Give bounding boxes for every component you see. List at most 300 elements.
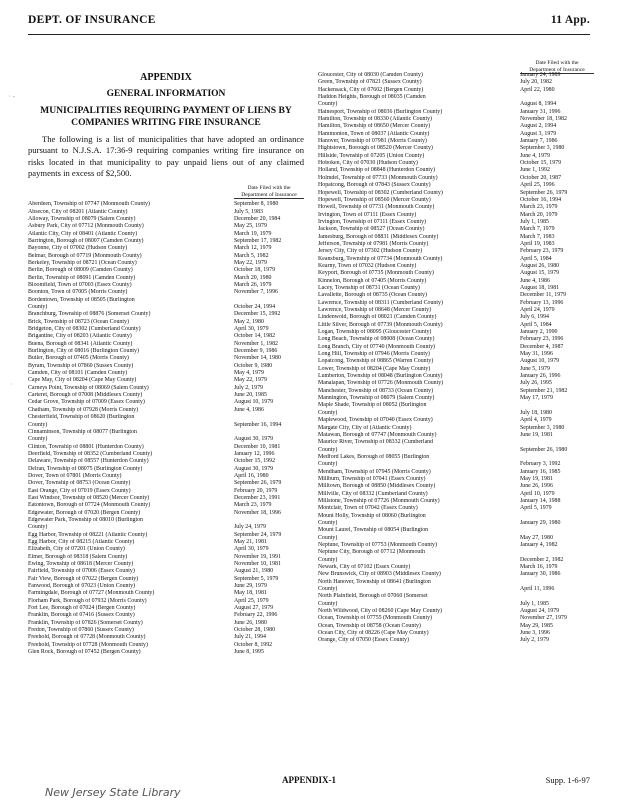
municipality-row xyxy=(318,336,594,343)
municipality-name: County) xyxy=(28,436,48,443)
municipality-name: Lacey, Township of 08731 (Ocean County) xyxy=(318,284,420,291)
left-column xyxy=(28,72,304,657)
municipality-row xyxy=(318,535,594,542)
date-filed: November 10, 1981 xyxy=(234,561,281,568)
municipality-row xyxy=(318,94,594,101)
page-header xyxy=(28,14,590,35)
municipality-row xyxy=(318,505,594,512)
municipality-name: Clinton, Township of 08801 (Hunterdon County) xyxy=(28,443,144,450)
municipality-row xyxy=(318,248,594,255)
municipality-name: Cedar Grove, Township of 07009 (Essex County) xyxy=(28,399,145,406)
library-stamp: New Jersey State Library xyxy=(45,786,181,799)
municipality-row xyxy=(28,532,304,539)
municipality-row xyxy=(28,385,304,392)
date-filed: August 24, 1979 xyxy=(520,608,560,615)
date-filed: December 20, 1984 xyxy=(234,215,281,222)
date-filed: October 15, 1979 xyxy=(520,160,562,167)
municipality-row xyxy=(28,517,304,524)
municipality-name: Lopatcong, Township of 08865 (Warren County) xyxy=(318,358,434,365)
municipality-name: Mount Holly, Township of 08060 (Burlington xyxy=(318,512,426,519)
municipality-row xyxy=(318,256,594,263)
date-filed: April 30, 1979 xyxy=(234,326,269,333)
date-filed: July 5, 1983 xyxy=(234,208,263,215)
municipality-row xyxy=(318,292,594,299)
municipality-name: Jefferson, Township of 07981 (Morris County) xyxy=(318,240,429,247)
scan-mark: · xyxy=(10,380,13,389)
municipality-name: Aberdeen, Township of 07747 (Monmouth County) xyxy=(28,201,150,208)
municipality-name: Hightstown, Borough of 08520 (Mercer County) xyxy=(318,145,433,152)
date-filed xyxy=(520,549,594,556)
municipality-name: Ocean City, City of 08226 (Cape May County) xyxy=(318,630,429,637)
municipality-row xyxy=(28,414,304,421)
municipality-name: Hainesport, Township of 08036 (Burlington County) xyxy=(318,108,443,115)
municipality-row xyxy=(318,314,594,321)
date-filed: May 27, 1980 xyxy=(520,534,553,541)
date-filed: September 26, 1979 xyxy=(234,480,282,487)
municipality-row xyxy=(28,223,304,230)
municipality-row xyxy=(318,234,594,241)
municipality-name: Asbury Park, City of 07712 (Monmouth County) xyxy=(28,223,144,230)
municipality-row xyxy=(28,590,304,597)
date-header-line1: Date Filed with the xyxy=(247,185,291,192)
municipality-row xyxy=(318,329,594,336)
municipality-row xyxy=(28,348,304,355)
footer-center: APPENDIX-1 xyxy=(282,775,336,785)
municipality-row xyxy=(28,444,304,451)
municipality-row xyxy=(28,216,304,223)
date-filed: July 26, 1995 xyxy=(520,380,552,387)
municipality-row xyxy=(318,123,594,130)
municipality-row xyxy=(28,510,304,517)
date-filed: December 15, 1992 xyxy=(234,311,281,318)
date-filed: April 19, 1983 xyxy=(520,240,555,247)
municipality-name: Jersey City, City of 07302 (Hudson County) xyxy=(318,248,423,255)
municipality-row xyxy=(28,649,304,656)
date-header-line2: Department of Insurance xyxy=(234,192,304,200)
municipality-row xyxy=(28,634,304,641)
municipality-row xyxy=(318,432,594,439)
municipality-name: Lawrence, Township of 08311 (Cumberland County) xyxy=(318,299,443,306)
municipality-name: County) xyxy=(318,446,338,453)
municipality-name: Byram, Township of 07860 (Sussex County) xyxy=(28,362,134,369)
municipality-row xyxy=(318,476,594,483)
municipality-row xyxy=(318,190,594,197)
municipality-row xyxy=(28,407,304,414)
municipality-name: Hillside, Township of 07205 (Union County) xyxy=(318,152,425,159)
municipality-row xyxy=(28,282,304,289)
municipality-name: Dover, Town of 07801 (Morris County) xyxy=(28,472,122,479)
municipality-name: Buena, Borough of 08341 (Atlantic County) xyxy=(28,340,133,347)
municipality-row xyxy=(318,322,594,329)
municipality-row xyxy=(28,598,304,605)
municipality-row xyxy=(318,520,594,527)
municipality-row xyxy=(28,201,304,208)
date-filed xyxy=(520,402,594,409)
municipality-row xyxy=(318,87,594,94)
municipality-name: North Plainfield, Borough of 07060 (Somerset xyxy=(318,593,428,600)
date-filed: March 7, 1979 xyxy=(520,226,555,233)
municipality-name: Hackensack, City of 07602 (Bergen County) xyxy=(318,86,424,93)
municipality-name: Hopewell, Township of 08560 (Mercer County) xyxy=(318,196,431,203)
municipality-name: Long Beach, Township of 08008 (Ocean County) xyxy=(318,336,435,343)
date-filed: September 5, 1979 xyxy=(234,575,279,582)
date-filed: September 8, 1980 xyxy=(234,201,279,208)
municipality-row xyxy=(318,358,594,365)
municipality-row xyxy=(318,402,594,409)
municipality-name: Edgewater, Borough of 07020 (Bergen County) xyxy=(28,509,141,516)
municipality-row xyxy=(28,502,304,509)
municipality-name: Bridgeton, City of 08302 (Cumberland County) xyxy=(28,326,141,333)
municipality-row xyxy=(318,226,594,233)
date-filed: August 21, 1980 xyxy=(234,568,274,575)
municipality-row xyxy=(318,145,594,152)
municipality-name: Irvington, Town of 07111 (Essex County) xyxy=(318,211,417,218)
municipality-row xyxy=(318,153,594,160)
date-filed: June 29, 1979 xyxy=(234,583,267,590)
municipality-row xyxy=(318,388,594,395)
municipality-row xyxy=(318,101,594,108)
municipality-name: Fort Lee, Borough of 07024 (Bergen County) xyxy=(28,605,136,612)
municipality-row xyxy=(318,447,594,454)
date-filed xyxy=(234,429,304,436)
date-filed: September 16, 1994 xyxy=(234,421,282,428)
municipality-name: Absecon, City of 08201 (Atlantic County) xyxy=(28,208,128,215)
municipality-row xyxy=(28,260,304,267)
municipality-name: Manchester, Township of 08733 (Ocean County) xyxy=(318,387,434,394)
date-filed: February 23, 1979 xyxy=(520,248,564,255)
date-filed: March 20, 1979 xyxy=(520,211,558,218)
date-filed: August 18, 1981 xyxy=(520,284,560,291)
date-filed: November 19, 1991 xyxy=(234,553,281,560)
date-filed: October 16, 1994 xyxy=(520,196,562,203)
municipality-row xyxy=(318,469,594,476)
municipality-name: Howell, Township of 07731 (Monmouth County) xyxy=(318,204,435,211)
date-filed: March 5, 1982 xyxy=(234,252,269,259)
date-filed: January 16, 1985 xyxy=(520,468,561,475)
municipality-name: Matawan, Borough of 07747 (Monmouth County) xyxy=(318,431,437,438)
municipality-name: Holmdel, Township of 07733 (Monmouth County) xyxy=(318,174,438,181)
municipality-name: Burlington, City of 08016 (Burlington County) xyxy=(28,348,139,355)
municipality-name: Cape May, City of 08204 (Cape May County) xyxy=(28,377,137,384)
municipality-row xyxy=(318,79,594,86)
date-filed: June 26, 1980 xyxy=(234,619,267,626)
municipality-row xyxy=(318,138,594,145)
municipality-name: Maple Shade, Township of 08052 (Burlington xyxy=(318,402,427,409)
municipality-row xyxy=(28,311,304,318)
date-filed: March 7, 1983 xyxy=(520,233,555,240)
date-filed: October 8, 1992 xyxy=(234,641,273,648)
municipality-name: Franklin, Borough of 07416 (Sussex County) xyxy=(28,612,135,619)
date-filed: May 21, 1981 xyxy=(234,539,267,545)
municipality-name: County) xyxy=(28,421,48,428)
municipality-row xyxy=(28,620,304,627)
municipality-row xyxy=(318,601,594,608)
date-filed: June 4, 1979 xyxy=(520,152,550,159)
municipality-row xyxy=(318,373,594,380)
date-filed: January 24, 1989 xyxy=(520,72,561,78)
municipality-name: Brigantine, City of 08203 (Atlantic County) xyxy=(28,333,132,340)
municipality-name: Long Branch, City of 07740 (Monmouth County) xyxy=(318,343,435,350)
date-filed: November 18, 1996 xyxy=(234,509,281,516)
municipality-name: Cinnaminson, Township of 08077 (Burlington xyxy=(28,428,137,435)
date-filed xyxy=(520,513,594,520)
municipality-name: Farmingdale, Borough of 07727 (Monmouth County) xyxy=(28,590,155,597)
municipality-name: Milltown, Borough of 08850 (Middlesex County) xyxy=(318,483,436,490)
date-filed: August 27, 1979 xyxy=(234,605,274,612)
municipality-name: Green, Township of 07821 (Sussex County) xyxy=(318,79,422,86)
municipality-row xyxy=(28,289,304,296)
date-filed xyxy=(520,454,594,461)
date-filed xyxy=(234,414,304,421)
date-filed: June 4, 1986 xyxy=(520,277,550,284)
municipality-row xyxy=(28,539,304,546)
municipality-name: County) xyxy=(28,304,48,310)
municipality-name: Elizabeth, City of 07201 (Union County) xyxy=(28,546,125,553)
municipality-row xyxy=(318,219,594,226)
date-filed: January 14, 1988 xyxy=(520,497,561,504)
municipality-name: North Wildwood, City of 08260 (Cape May County) xyxy=(318,608,443,615)
municipality-row xyxy=(318,637,594,644)
date-filed: August 30, 1979 xyxy=(234,465,274,472)
municipality-row xyxy=(28,304,304,311)
municipality-name: Edgewater Park, Township of 08010 (Burlington xyxy=(28,516,143,523)
municipality-name: Elmer, Borough of 08318 (Salem County) xyxy=(28,553,128,560)
appendix-heading: APPENDIX xyxy=(140,72,192,83)
municipality-row xyxy=(28,363,304,370)
municipality-name: Egg Harbor, City of 08215 (Atlantic County) xyxy=(28,539,135,545)
right-column xyxy=(318,72,594,645)
municipality-name: Kinnelon, Borough of 07405 (Morris County) xyxy=(318,277,427,284)
date-filed: May 31, 1996 xyxy=(520,351,553,358)
municipality-row xyxy=(318,498,594,505)
municipality-row xyxy=(318,351,594,358)
municipality-row xyxy=(28,605,304,612)
date-filed: April 22, 1980 xyxy=(520,86,555,93)
date-filed: November 18, 1982 xyxy=(520,116,567,123)
municipality-row xyxy=(28,561,304,568)
municipality-row xyxy=(318,366,594,373)
municipality-name: Jamesburg, Borough of 08831 (Middlesex County) xyxy=(318,233,439,240)
date-filed: April 5, 1984 xyxy=(520,255,552,262)
municipality-row xyxy=(28,253,304,260)
municipality-name: Haddon Heights, Borough of 08035 (Camden xyxy=(318,94,426,101)
date-filed: April 4, 1979 xyxy=(520,417,552,424)
municipality-row xyxy=(318,263,594,270)
date-filed: September 17, 1982 xyxy=(234,237,282,244)
municipality-name: Hopatcong, Borough of 07843 (Sussex County) xyxy=(318,182,431,189)
date-filed: January 2, 1990 xyxy=(520,329,558,336)
municipality-name: Ocean, Township of 08758 (Ocean County) xyxy=(318,622,421,629)
municipality-row xyxy=(318,380,594,387)
municipality-row xyxy=(28,546,304,553)
municipality-name: Butler, Borough of 07405 (Morris County) xyxy=(28,355,129,362)
date-filed: April 16, 1980 xyxy=(234,472,269,479)
date-filed: September 26, 1979 xyxy=(520,189,568,196)
date-filed: August 26, 1980 xyxy=(520,262,560,269)
date-filed: July 1, 1985 xyxy=(520,218,549,225)
municipality-row xyxy=(28,627,304,634)
municipality-row xyxy=(318,491,594,498)
date-filed: January 29, 1980 xyxy=(520,519,561,526)
municipality-name: Jackson, Township of 08527 (Ocean County) xyxy=(318,226,425,233)
date-filed: November 27, 1979 xyxy=(520,615,567,622)
municipality-name: Bordentown, Township of 08505 (Burlington xyxy=(28,296,135,303)
municipality-row xyxy=(318,175,594,182)
date-filed: December 23, 1991 xyxy=(234,494,281,501)
municipality-name: Freehold, Borough of 07728 (Monmouth County) xyxy=(28,634,146,641)
date-filed: September 24, 1979 xyxy=(234,531,282,538)
date-filed: March 26, 1979 xyxy=(234,281,272,288)
municipality-name: Camden, City of 08101 (Camden County) xyxy=(28,370,128,377)
municipality-row xyxy=(28,436,304,443)
municipality-name: Egg Harbor, Township of 08221 (Atlantic County) xyxy=(28,531,148,538)
header-right: 11 App. xyxy=(550,14,590,26)
municipality-list-left xyxy=(28,201,304,656)
date-header-line2: Department of Insurance xyxy=(520,67,594,75)
header-left: DEPT. OF INSURANCE xyxy=(28,14,156,26)
municipality-row xyxy=(28,326,304,333)
municipality-row xyxy=(28,422,304,429)
date-filed: March 19, 1979 xyxy=(234,230,272,237)
municipality-name: Berkeley, Township of 08721 (Ocean County) xyxy=(28,259,137,266)
municipality-name: Fairfield, Township of 07006 (Essex County) xyxy=(28,568,135,575)
date-filed xyxy=(520,579,594,586)
municipality-name: Atlantic City, City of 08401 (Atlantic County) xyxy=(28,230,138,237)
date-filed: October 24, 1994 xyxy=(234,304,276,310)
municipality-name: Medford Lakes, Borough of 08055 (Burlington xyxy=(318,453,430,460)
date-filed: September 3, 1980 xyxy=(520,145,565,152)
municipality-name: Neptune City, Borough of 07712 (Monmouth xyxy=(318,549,425,556)
municipality-row xyxy=(318,307,594,314)
section-title: MUNICIPALITIES REQUIRING PAYMENT OF LIENS BY COMPANIES WRITING FIRE INSURANCE xyxy=(40,105,292,128)
municipality-row xyxy=(318,116,594,123)
municipality-row xyxy=(318,72,594,79)
municipality-row xyxy=(318,197,594,204)
municipality-name: East Windsor, Township of 08520 (Mercer County) xyxy=(28,494,150,501)
municipality-name: Brick, Township of 08723 (Ocean County) xyxy=(28,318,129,325)
date-filed: July 20, 1982 xyxy=(520,79,552,86)
date-filed: August 3, 1979 xyxy=(520,130,557,137)
municipality-name: Hamilton, Township of 08330 (Atlantic County) xyxy=(318,116,433,123)
municipality-name: Dover, Township of 08753 (Ocean County) xyxy=(28,480,131,487)
municipality-name: Fair View, Borough of 07022 (Bergen County) xyxy=(28,575,139,582)
date-filed: April 25, 1979 xyxy=(234,597,269,604)
municipality-name: North Hanover, Township of 08641 (Burlington xyxy=(318,578,431,585)
municipality-list-right xyxy=(318,72,594,645)
date-filed: October 9, 1980 xyxy=(234,362,273,369)
municipality-name: Millstone, Township of 07726 (Monmouth County) xyxy=(318,497,440,504)
municipality-name: Florham Park, Borough of 07932 (Morris County) xyxy=(28,597,147,604)
date-filed: December 11, 1979 xyxy=(520,292,567,299)
municipality-row xyxy=(28,238,304,245)
date-filed: April 5, 1984 xyxy=(520,321,552,328)
municipality-row xyxy=(318,454,594,461)
municipality-row xyxy=(28,480,304,487)
date-filed: August 10, 1979 xyxy=(234,399,274,406)
municipality-name: East Orange, City of 07019 (Essex County) xyxy=(28,487,131,494)
municipality-row xyxy=(28,392,304,399)
municipality-name: Newark, City of 07102 (Essex County) xyxy=(318,564,411,571)
municipality-name: County) xyxy=(318,101,338,108)
date-filed: May 22, 1979 xyxy=(234,259,267,266)
date-filed xyxy=(520,94,594,101)
date-filed: August 2, 1994 xyxy=(520,123,557,130)
municipality-name: Hanover, Township of 07981 (Morris County) xyxy=(318,138,427,145)
date-filed: March 23, 1979 xyxy=(234,502,272,509)
date-filed: June 26, 1996 xyxy=(520,483,553,490)
municipality-name: Berlin, Township of 08091 (Camden County) xyxy=(28,274,136,281)
scan-mark: · - xyxy=(8,92,16,101)
municipality-name: Barrington, Borough of 08007 (Camden County) xyxy=(28,237,144,244)
date-filed: May 25, 1979 xyxy=(234,223,267,230)
municipality-row xyxy=(318,160,594,167)
date-filed: August 8, 1994 xyxy=(520,101,557,108)
date-filed: November 1, 1982 xyxy=(234,340,279,347)
date-filed: June 20, 1985 xyxy=(234,392,267,399)
date-filed: December 4, 1987 xyxy=(520,343,564,350)
municipality-name: Lavallette, Borough of 08735 (Ocean County) xyxy=(318,292,427,299)
municipality-row xyxy=(28,377,304,384)
municipality-row xyxy=(318,182,594,189)
municipality-row xyxy=(318,579,594,586)
general-info-heading: GENERAL INFORMATION xyxy=(106,89,226,99)
municipality-row xyxy=(28,642,304,649)
municipality-row xyxy=(318,344,594,351)
municipality-name: Delran, Township of 08075 (Burlington County) xyxy=(28,465,143,472)
date-filed: September 26, 1980 xyxy=(520,446,568,453)
date-header-line1: Date Filed with the xyxy=(535,60,579,66)
municipality-row xyxy=(28,429,304,436)
municipality-row xyxy=(318,564,594,571)
intro-block xyxy=(28,72,304,179)
municipality-row xyxy=(318,593,594,600)
date-filed: October 14, 1982 xyxy=(234,333,276,340)
municipality-row xyxy=(28,466,304,473)
municipality-name: Irvington, Township of 07111 (Essex County) xyxy=(318,218,427,225)
municipality-name: Lumberton, Township of 08048 (Burlington County) xyxy=(318,373,443,380)
municipality-row xyxy=(28,319,304,326)
date-filed: January 4, 1982 xyxy=(520,542,558,548)
municipality-row xyxy=(28,333,304,340)
date-filed: April 25, 1996 xyxy=(520,182,555,189)
date-filed xyxy=(520,527,594,534)
municipality-name: Hammonton, Town of 08037 (Atlantic County) xyxy=(318,130,430,137)
intro-paragraph: The following is a list of municipalities that have adopted an ordinance pursuant to N.J.S.A. 17:36-9 requiring companies writing fire insurance on risks located in that municipality to pay unpaid liens out of any claimed payments in excess of $2,500. xyxy=(28,134,304,178)
municipality-name: Freehold, Township of 07728 (Monmouth County) xyxy=(28,641,148,648)
date-filed: June 3, 1996 xyxy=(520,630,550,637)
date-filed: February 13, 1996 xyxy=(520,299,564,306)
municipality-row xyxy=(318,410,594,417)
date-filed: March 16, 1979 xyxy=(520,564,558,571)
municipality-name: Delaware, Township of 08557 (Hunterdon County) xyxy=(28,458,149,465)
date-filed: August 30, 1979 xyxy=(234,436,274,443)
municipality-row xyxy=(318,425,594,432)
municipality-name: Orange, City of 07050 (Essex County) xyxy=(318,637,409,644)
municipality-name: Ocean, Township of 07755 (Monmouth County) xyxy=(318,615,433,622)
municipality-name: New Brunswick, City of 08903 (Middlesex County) xyxy=(318,571,441,578)
municipality-row xyxy=(28,568,304,575)
municipality-row xyxy=(318,549,594,556)
date-filed: July 21, 1994 xyxy=(234,634,266,641)
municipality-row xyxy=(318,557,594,564)
municipality-name: Branchburg, Township of 08876 (Somerset County) xyxy=(28,311,151,318)
municipality-name: Neptune, Township of 07753 (Monmouth County) xyxy=(318,542,437,548)
date-filed: June 19, 1981 xyxy=(520,431,553,438)
municipality-name: Belmar, Borough of 07719 (Monmouth County) xyxy=(28,252,142,259)
date-filed: May 4, 1979 xyxy=(234,370,264,377)
date-filed: March 12, 1979 xyxy=(234,245,272,252)
municipality-name: Hopewell, Township of 08302 (Cumberland County) xyxy=(318,189,443,196)
